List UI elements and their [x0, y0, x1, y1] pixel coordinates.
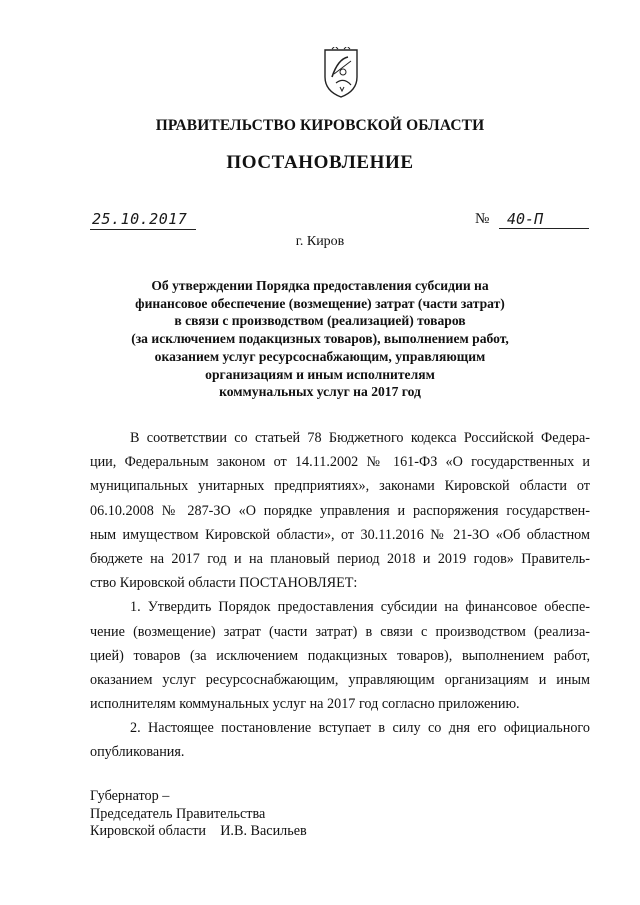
- signature-block: [90, 788, 307, 841]
- item1-line: оказанием услуг ресурсоснабжающим, управляющим организациям и иным: [90, 671, 590, 688]
- item2-line: 2. Настоящее постановление вступает в силу со дня его официального: [130, 720, 590, 737]
- kirov-coat-of-arms-icon: [322, 47, 360, 99]
- preamble-line: 06.10.2008 № 287-ЗО «О порядке управления и распоряжения государствен-: [90, 502, 590, 519]
- document-type-heading: ПОСТАНОВЛЕНИЕ: [226, 152, 414, 173]
- signatory-name: И.В. Васильев: [220, 823, 307, 839]
- item1-line: 1. Утвердить Порядок предоставления субсидии на финансовое обеспе-: [130, 599, 590, 616]
- organization-heading: ПРАВИТЕЛЬСТВО КИРОВСКОЙ ОБЛАСТИ: [155, 117, 485, 134]
- preamble-line: В соответствии со статьей 78 Бюджетного кодекса Российской Федера-: [130, 430, 590, 446]
- signature-title-line: Губернатор –: [90, 788, 170, 804]
- document-date: 25.10.2017: [90, 210, 196, 230]
- preamble-line: ным имуществом Кировской области», от 30.11.2016 № 21-ЗО «Об областном: [90, 526, 590, 543]
- preamble-line: ции, Федеральным законом от 14.11.2002 № 161-ФЗ «О государственных и: [90, 454, 590, 471]
- document-number-field: [475, 210, 589, 229]
- title-line: (за исключением подакцизных товаров), выполнением работ,: [131, 331, 509, 347]
- number-sign: №: [475, 211, 490, 227]
- signature-region: Кировской области: [90, 823, 206, 839]
- title-line: организациям и иным исполнителям: [205, 366, 435, 382]
- title-line: Об утверждении Порядка предоставления субсидии на: [151, 278, 489, 293]
- title-line: коммунальных услуг на 2017 год: [219, 384, 421, 400]
- item1-line: чение (возмещение) затрат (части затрат) в связи с производством (реализа-: [90, 623, 590, 640]
- preamble-line: ство Кировской области ПОСТАНОВЛЯЕТ:: [90, 575, 358, 592]
- document-title: [100, 277, 540, 401]
- preamble-line: бюджете на 2017 год и на плановый период 2018 и 2019 годов» Правитель-: [90, 550, 590, 567]
- title-line: в связи с производством (реализацией) товаров: [174, 313, 466, 329]
- preamble-line: муниципальных унитарных предприятиях», законами Кировской области от: [90, 478, 590, 495]
- title-line: финансовое обеспечение (возмещение) затрат (части затрат): [135, 295, 505, 311]
- item1-line: исполнителям коммунальных услуг на 2017 год согласно приложению.: [90, 696, 520, 713]
- signature-title-line: Председатель Правительства: [90, 805, 266, 822]
- document-city: г. Киров: [295, 234, 345, 249]
- title-line: оказанием услуг ресурсоснабжающим, управляющим: [154, 348, 486, 364]
- item2-line: опубликования.: [90, 744, 185, 761]
- document-body: [90, 426, 590, 765]
- signature-title-line: [90, 823, 307, 841]
- document-number: 40-П: [499, 210, 589, 229]
- item1-line: цией) товаров (за исключением подакцизных товаров), выполнением работ,: [90, 647, 590, 664]
